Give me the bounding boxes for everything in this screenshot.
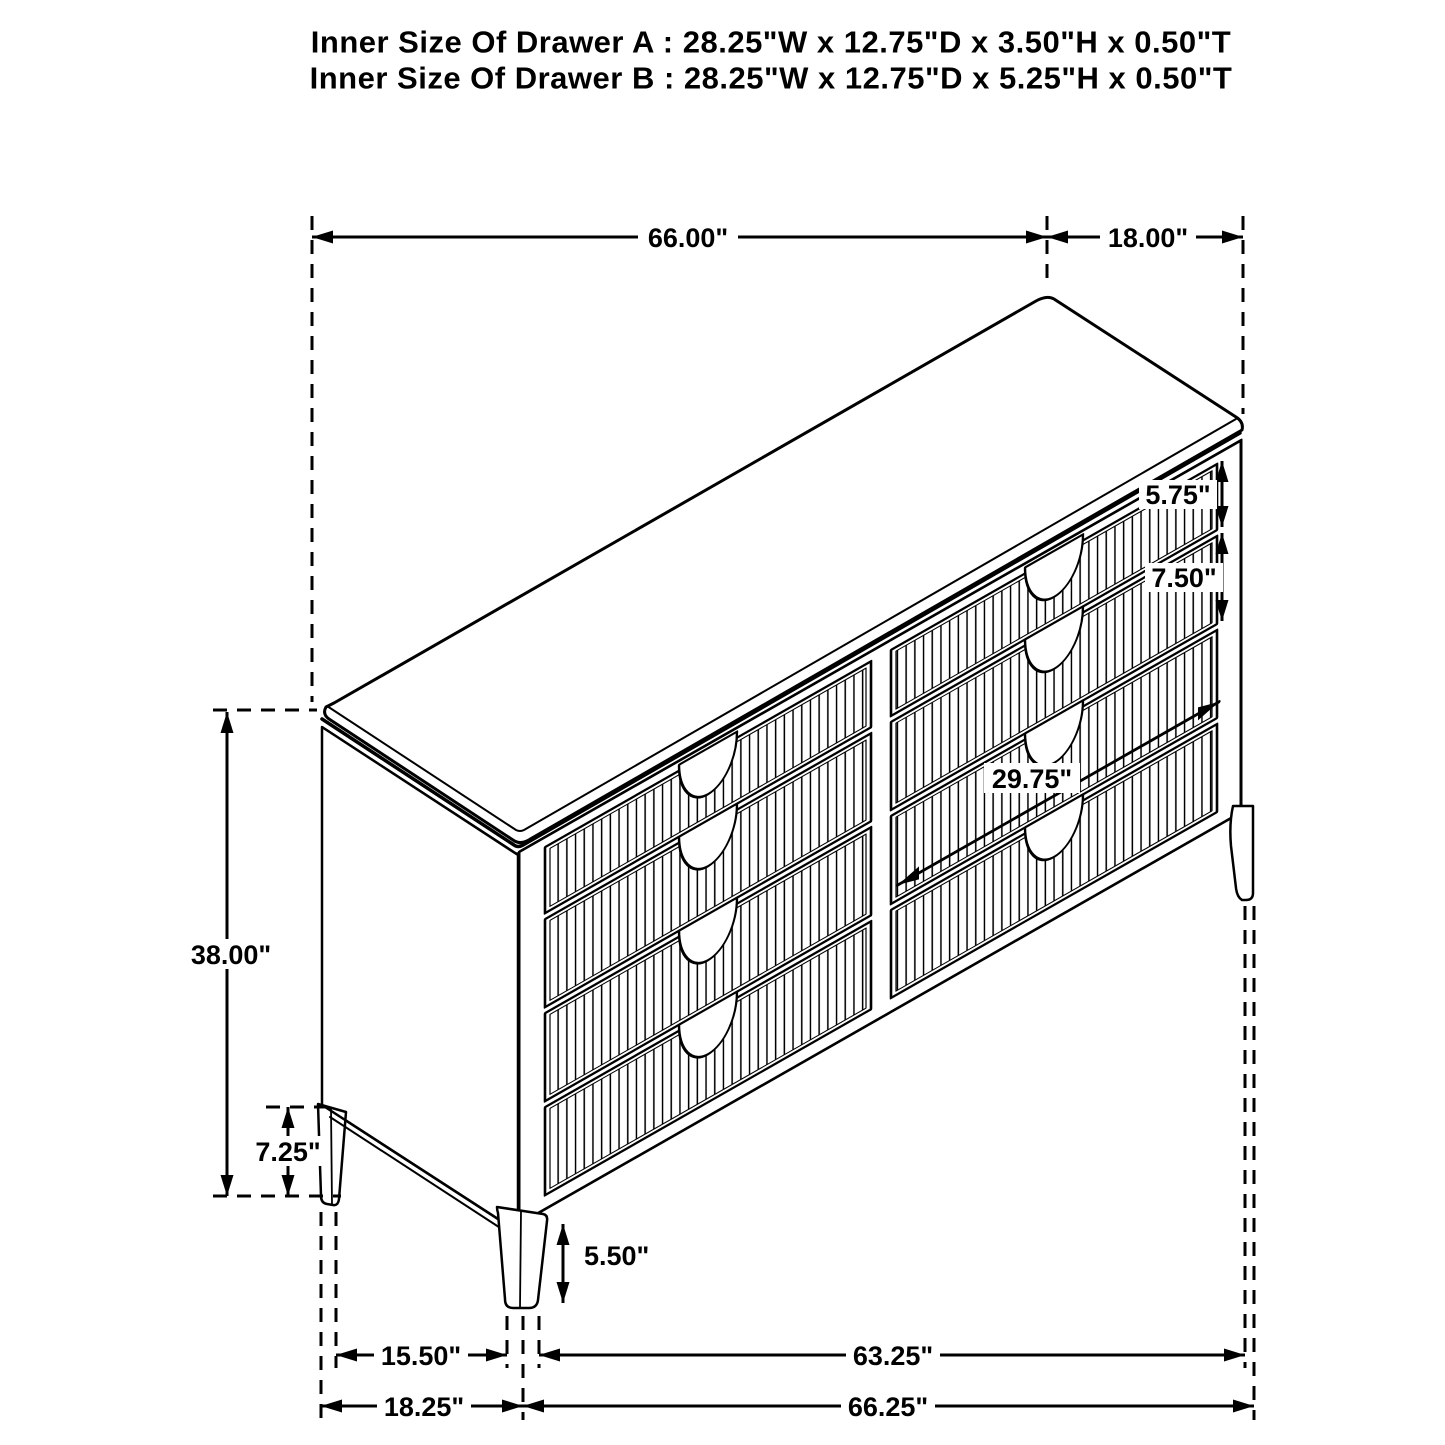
leg-front-left-edge (520, 1211, 521, 1308)
dim-label-drawer-width: 29.75" (991, 764, 1073, 794)
leg-back-left-edge (331, 1108, 332, 1205)
title-drawer-b-spec: Inner Size Of Drawer B : 28.25"W x 12.75"D x 5.25"H x 0.50"T (309, 60, 1233, 96)
title-drawer-a-spec: Inner Size Of Drawer A : 28.25"W x 12.75"D x 3.50"H x 0.50"T (310, 24, 1232, 60)
dim-label-top-drawer-height: 5.75" (1145, 480, 1211, 510)
dim-label-lower-drawer-height: 7.50" (1151, 563, 1217, 593)
dim-label-top-width: 66.00" (647, 223, 729, 253)
dim-label-base-height: 7.25" (255, 1137, 321, 1167)
dim-label-top-depth: 18.00" (1107, 223, 1189, 253)
leg-front-right (1230, 806, 1253, 900)
dim-label-leg-span-side: 15.50" (380, 1341, 462, 1371)
dim-label-leg-height: 5.50" (584, 1241, 650, 1271)
leg-front-left (497, 1207, 547, 1308)
dim-label-overall-height: 38.00" (190, 940, 272, 970)
dim-label-width-floor: 66.25" (847, 1392, 929, 1422)
dim-label-depth-floor: 18.25" (383, 1392, 465, 1422)
dim-label-leg-span-front: 63.25" (852, 1341, 934, 1371)
